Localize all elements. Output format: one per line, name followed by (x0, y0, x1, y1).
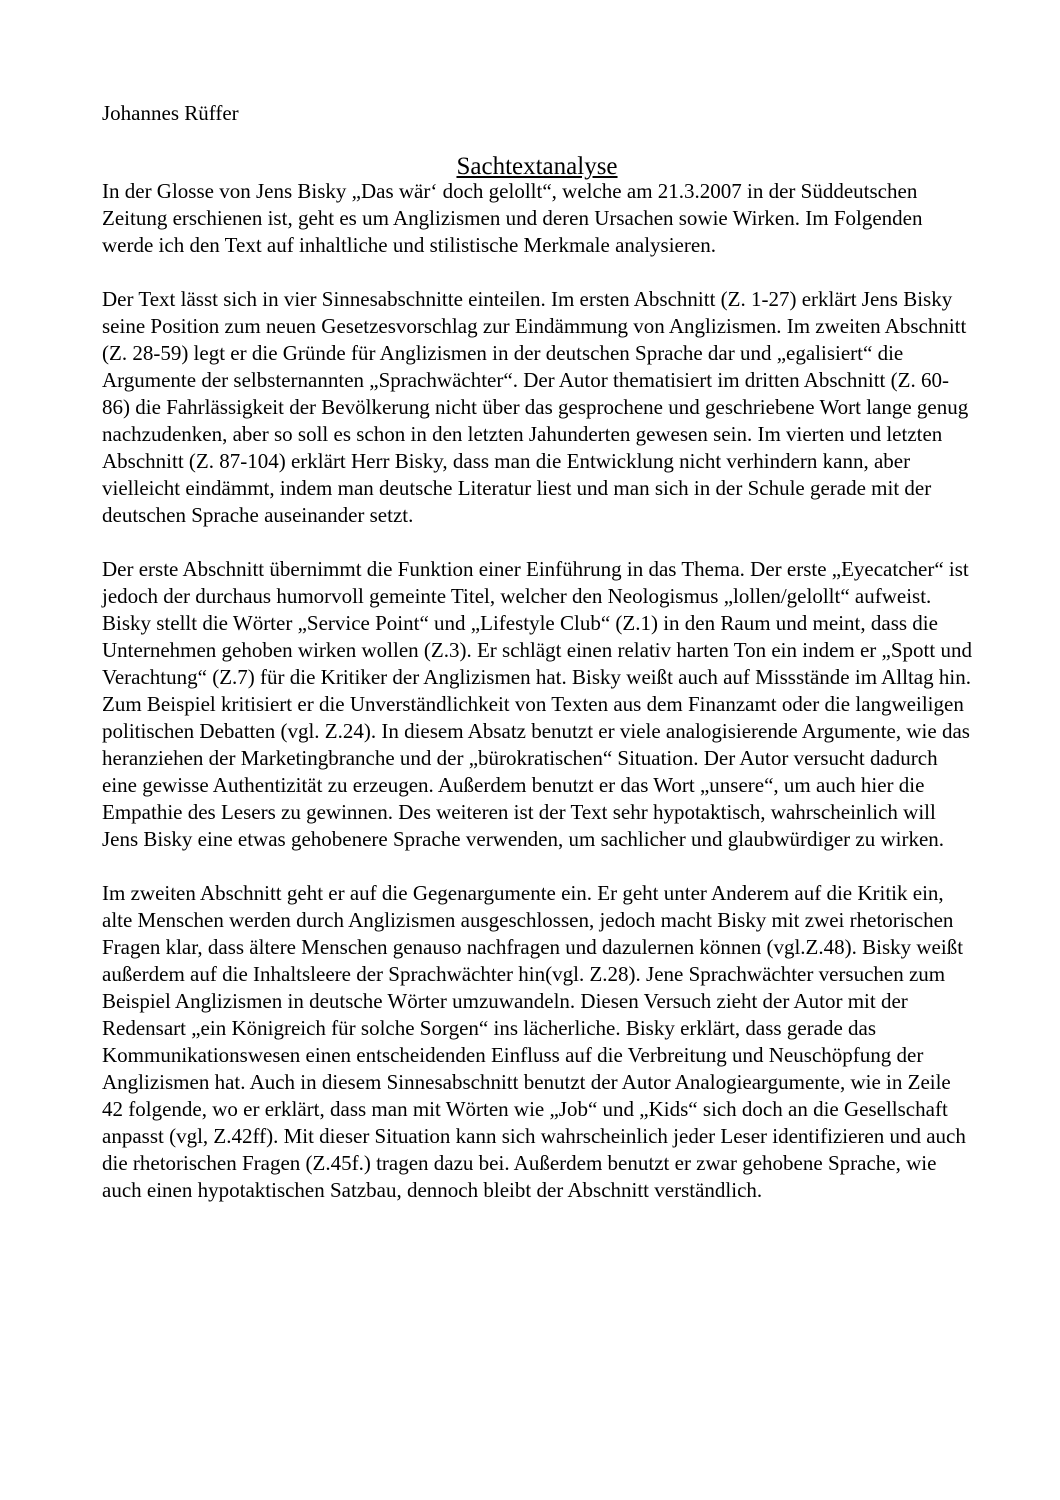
paragraph-first-section: Der erste Abschnitt übernimmt die Funktion einer Einführung in das Thema. Der erste „Eyecatcher“ ist jedoch der durchaus humorvoll gemeinte Titel, welcher den Neologismus „lollen/gelollt“ aufweist. Bisky stellt die Wörter „Service Point“ und „Lifestyle Club“ (Z.1) in den Raum und meint, dass die Unternehmen gehoben wirken wollen (Z.3). Er schlägt einen relativ harten Ton ein indem er „Spott und Verachtung“ (Z.7) für die Kritiker der Anglizismen hat. Bisky weißt auch auf Missstände im Alltag hin. Zum Beispiel kritisiert er die Unverständlichkeit von Texten aus dem Finanzamt oder die langweiligen politischen Debatten (vgl. Z.24). In diesem Absatz benutzt er viele analogisierende Argumente, wie das heranziehen der Marketingbranche und der „bürokratischen“ Situation. Der Autor versucht dadurch eine gewisse Authentizität zu erzeugen. Außerdem benutzt er das Wort „unsere“, um auch hier die Empathie des Lesers zu gewinnen. Des weiteren ist der Text sehr hypotaktisch, wahrscheinlich will Jens Bisky eine etwas gehobenere Sprache verwenden, um sachlicher und glaubwürdiger zu wirken. (102, 557, 972, 851)
paragraph-second-section: Im zweiten Abschnitt geht er auf die Gegenargumente ein. Er geht unter Anderem auf die Kritik ein, alte Menschen werden durch Anglizismen ausgeschlossen, jedoch macht Bisky mit zwei rhetorischen Fragen klar, dass ältere Menschen genauso nachfragen und dazulernen können (vgl.Z.48). Bisky weißt außerdem auf die Inhaltsleere der Sprachwächter hin(vgl. Z.28). Jene Sprachwächter versuchen zum Beispiel Anglizismen in deutsche Wörter umzuwandeln. Diesen Versuch zieht der Autor mit der Redensart „ein Königreich für solche Sorgen“ ins lächerliche. Bisky erklärt, dass gerade das Kommunikationswesen einen entscheidenden Einfluss auf die Verbreitung und Neuschöpfung der Anglizismen hat. Auch in diesem Sinnesabschnitt benutzt der Autor Analogieargumente, wie in Zeile 42 folgende, wo er erklärt, dass man mit Wörten wie „Job“ und „Kids“ sich doch an die Gesellschaft anpasst (vgl, Z.42ff). Mit dieser Situation kann sich wahrscheinlich jeder Leser identifizieren und auch die rhetorischen Fragen (Z.45f.) tragen dazu bei. Außerdem benutzt er zwar gehobene Sprache, wie auch einen hypotaktischen Satzbau, dennoch bleibt der Abschnitt verständlich. (102, 881, 966, 1202)
paragraph-introduction: In der Glosse von Jens Bisky „Das wär‘ doch gelollt“, welche am 21.3.2007 in der Süddeutschen Zeitung erschienen ist, geht es um Anglizismen und deren Ursachen sowie Wirken. Im Folgenden werde ich den Text auf inhaltliche und stilistische Merkmale analysieren. (102, 179, 923, 257)
document-title: Sachtextanalyse (456, 153, 618, 180)
paragraph-structure: Der Text lässt sich in vier Sinnesabschnitte einteilen. Im ersten Abschnitt (Z. 1-27) erklärt Jens Bisky seine Position zum neuen Gesetzesvorschlag zur Eindämmung von Anglizismen. Im zweiten Abschnitt (Z. 28-59) legt er die Gründe für Anglizismen in der deutschen Sprache dar und „egalisiert“ die Argumente der selbsternannten „Sprachwächter“. Der Autor thematisiert im dritten Abschnitt (Z. 60-86) die Fahrlässigkeit der Bevölkerung nicht über das gesprochene und geschriebene Wort lange genug nachzudenken, aber so soll es schon in den letzten Jahunderten gewesen sein. Im vierten und letzten Abschnitt (Z. 87-104) erklärt Herr Bisky, dass man die Entwicklung nicht verhindern kann, aber vielleicht eindämmt, indem man deutsche Literatur liest und man sich in der Schule gerade mit der deutschen Sprache auseinander setzt. (102, 287, 969, 527)
document-page (102, 100, 972, 1231)
author-name: Johannes Rüffer (102, 101, 239, 125)
